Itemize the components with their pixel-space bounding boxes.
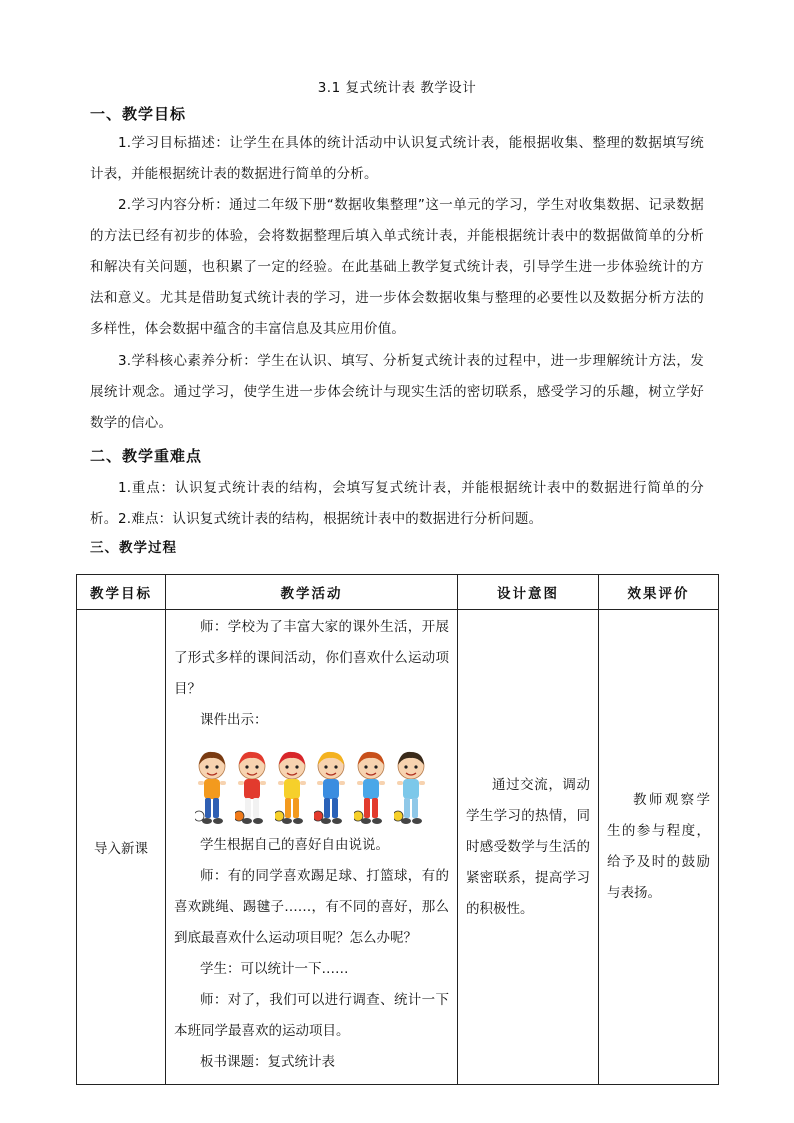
header-activity: 教学活动 [166, 575, 458, 610]
sports-kids-illustration [174, 740, 449, 828]
activity-line: 课件出示： [200, 712, 268, 728]
activity-line: 师：有的同学喜欢踢足球、打篮球，有的喜欢跳绳、踢毽子……，有不同的喜好，那么到底最喜欢什么运动项目呢？怎么办呢？ [174, 868, 449, 946]
activity-line: 师：对了，我们可以进行调查、统计一下本班同学最喜欢的运动项目。 [174, 992, 449, 1039]
row-evaluation-cell [599, 610, 719, 1085]
activity-line: 学生根据自己的喜好自由说说。 [200, 837, 389, 853]
activity-line: 师：学校为了丰富大家的课外生活，开展了形式多样的课间活动，你们喜欢什么运动项目？ [174, 619, 449, 697]
intent-text: 通过交流，调动学生学习的热情，同时感受数学与生活的紧密联系，提高学习的积极性。 [466, 776, 590, 917]
row-activity-cell [166, 610, 458, 1085]
document-title: 3.1 复式统计表 教学设计 [317, 80, 477, 96]
header-intent: 设计意图 [458, 575, 599, 610]
row-intent-cell [458, 610, 599, 1085]
header-evaluation: 效果评价 [599, 575, 719, 610]
row-goal-cell: 导入新课 [77, 610, 166, 1085]
jumprope-kid-icon [354, 748, 388, 828]
section-heading-objectives: 一、教学目标 [90, 105, 187, 123]
objective-paragraph-2: 2.学习内容分析：通过二年级下册“数据收集整理”这一单元的学习，学生对收集数据、记录数据的方法已经有初步的体验，会将数据整理后填入单式统计表，并能根据统计表中的数据做简单的分析和解决有关问题，也积累了一定的经验。在此基础上教学复式统计表，引导学生进一步体验统计的方法和意义。尤其是借助复式统计表的学习，进一步体会数据收集与整理的必要性以及数据分析方法的多样性，体会数据中蕴含的丰富信息及其应用价值。 [90, 197, 704, 337]
table-header-row [77, 575, 719, 610]
objective-paragraph-1: 1.学习目标描述：让学生在具体的统计活动中认识复式统计表，能根据收集、整理的数据填写统计表，并能根据统计表的数据进行简单的分析。 [90, 135, 704, 182]
activity-line: 学生：可以统计一下…… [200, 961, 349, 977]
teaching-process-table [76, 574, 719, 1085]
helmet-kid-icon [275, 748, 309, 828]
section-heading-key-points: 二、教学重难点 [90, 447, 203, 465]
key-point-paragraph-1: 1.重点：认识复式统计表的结构，会填写复式统计表，并能根据统计表中的数据进行简单的分析。 [90, 480, 704, 527]
objective-paragraph-3: 3.学科核心素养分析：学生在认识、填写、分析复式统计表的过程中，进一步理解统计方法，发展统计观念。通过学习，使学生进一步体会统计与现实生活的密切联系，感受学习的乐趣，树立学好数学的信心。 [90, 353, 704, 431]
soccer-kid-icon [195, 748, 229, 828]
header-goal: 教学目标 [77, 575, 166, 610]
activity-line: 板书课题：复式统计表 [200, 1054, 335, 1070]
evaluation-text: 教师观察学生的参与程度，给予及时的鼓励与表扬。 [607, 792, 710, 901]
shuttlecock-kid-icon [394, 748, 428, 828]
key-point-paragraph-2: 2.难点：认识复式统计表的结构，根据统计表中的数据进行分析问题。 [118, 511, 543, 527]
pingpong-kid-icon [314, 748, 348, 828]
basketball-kid-icon [235, 748, 269, 828]
table-row [77, 610, 719, 1085]
section-heading-process: 三、教学过程 [90, 540, 177, 556]
